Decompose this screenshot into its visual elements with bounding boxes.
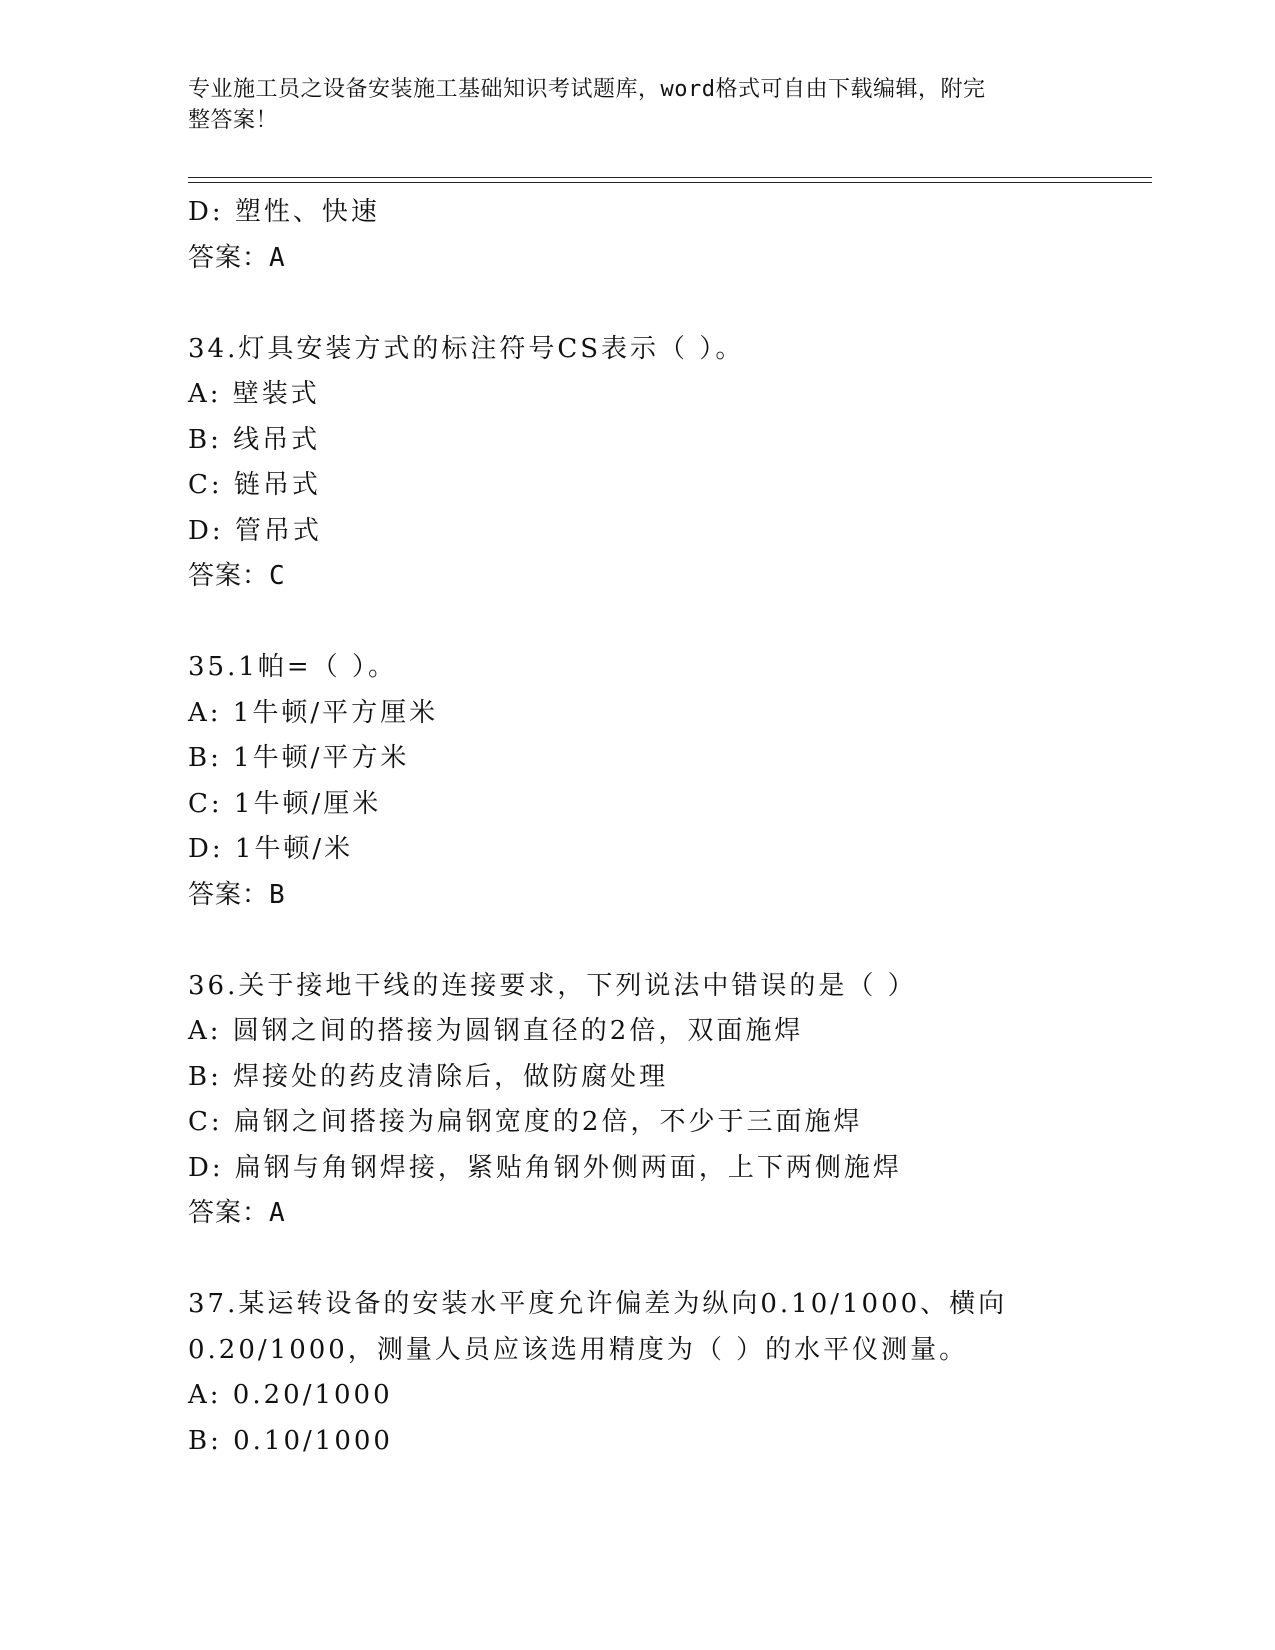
header-line-1: 专业施工员之设备安装施工基础知识考试题库，word格式可自由下载编辑，附完: [188, 77, 986, 102]
question-stem-line-2: 0.20/1000，测量人员应该选用精度为（ ）的水平仪测量。: [188, 1334, 969, 1365]
spacer: [188, 600, 1148, 646]
spacer: [188, 281, 1148, 327]
option-a: A: 0.20/1000: [188, 1380, 393, 1410]
header-line-2: 整答案！: [188, 108, 279, 133]
spacer: [188, 918, 1148, 964]
answer: 答案：A: [188, 242, 286, 273]
option-b: B: 焊接处的药皮清除后，做防腐处理: [188, 1061, 669, 1092]
option-d: D: 扁钢与角钢焊接，紧贴角钢外侧两面，上下两侧施焊: [188, 1152, 902, 1183]
option-d: D: 塑性、快速: [188, 197, 380, 227]
answer: 答案：C: [188, 561, 286, 591]
option-b: B: 线吊式: [188, 424, 321, 455]
document-header: [188, 74, 1068, 136]
option-a: A: 1牛顿/平方厘米: [188, 697, 439, 728]
option-d: D: 1牛顿/米: [188, 834, 354, 864]
option-c: C: 1牛顿/厘米: [188, 788, 382, 819]
question-stem: 36.关于接地干线的连接要求，下列说法中错误的是（ ）: [188, 970, 917, 1001]
question-stem: 35.1帕=（ ）。: [188, 652, 397, 682]
question-list: [188, 190, 1148, 1464]
question-stem-line-1: 37.某运转设备的安装水平度允许偏差为纵向0.10/1000、横向: [188, 1289, 1008, 1319]
answer: 答案：A: [188, 1198, 286, 1228]
header-divider-bottom: [188, 182, 1152, 183]
header-divider-top: [188, 177, 1152, 178]
option-a: A: 壁装式: [188, 379, 320, 409]
option-d: D: 管吊式: [188, 515, 322, 546]
question-stem: 34.灯具安装方式的标注符号CS表示（ ）。: [188, 333, 745, 364]
option-c: C: 扁钢之间搭接为扁钢宽度的2倍，不少于三面施焊: [188, 1107, 863, 1137]
option-c: C: 链吊式: [188, 470, 321, 500]
option-b: B: 0.10/1000: [188, 1425, 393, 1456]
option-a: A: 圆钢之间的搭接为圆钢直径的2倍，双面施焊: [188, 1016, 804, 1046]
answer: 答案：B: [188, 879, 286, 910]
option-b: B: 1牛顿/平方米: [188, 743, 410, 773]
spacer: [188, 1237, 1148, 1283]
